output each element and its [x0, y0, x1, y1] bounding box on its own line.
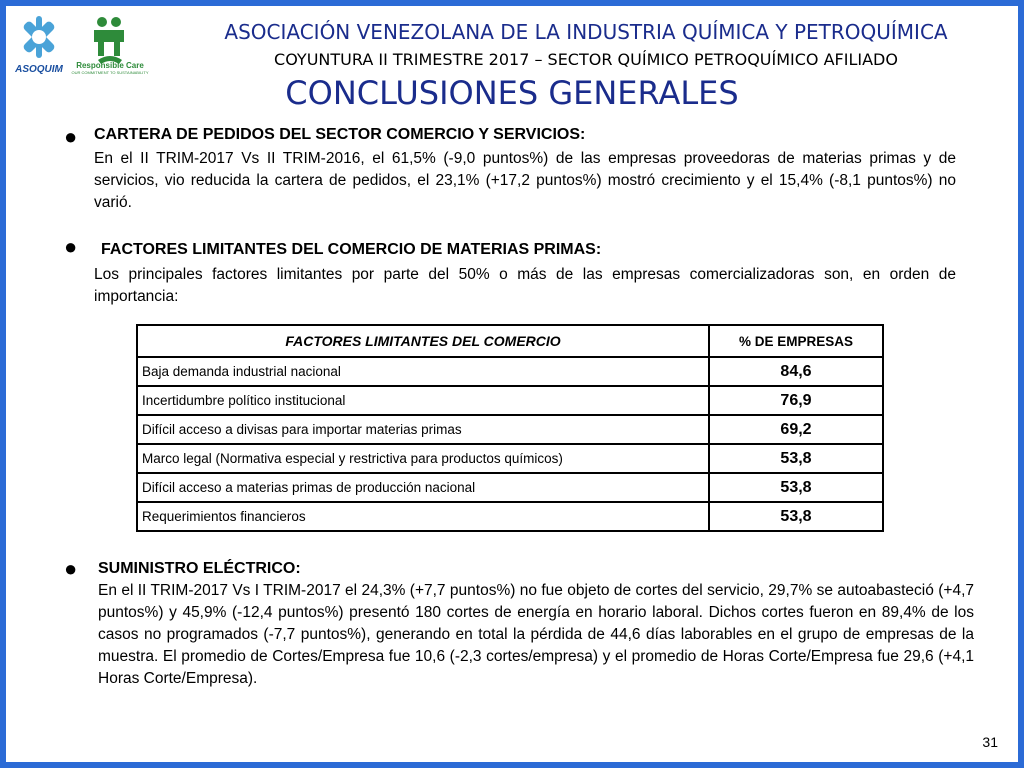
- percent-cell: 53,8: [709, 473, 883, 502]
- factor-cell: Difícil acceso a divisas para importar materias primas: [137, 415, 709, 444]
- svg-text:OUR COMMITMENT TO SUSTAINABILI: OUR COMMITMENT TO SUSTAINABILITY: [71, 70, 149, 75]
- table-header-percent: % DE EMPRESAS: [709, 325, 883, 357]
- percent-cell: 84,6: [709, 357, 883, 386]
- organization-name: ASOCIACIÓN VENEZOLANA DE LA INDUSTRIA QUÍMICA Y PETROQUÍMICA: [224, 20, 948, 44]
- bullet-icon: ●: [64, 556, 78, 581]
- section-heading-cartera: CARTERA DE PEDIDOS DEL SECTOR COMERCIO Y SERVICIOS:: [94, 126, 586, 143]
- table-row: [137, 415, 883, 444]
- factor-cell: Marco legal (Normativa especial y restrictiva para productos químicos): [137, 444, 709, 473]
- table-row: [137, 444, 883, 473]
- asoquim-logo: [12, 14, 66, 76]
- svg-text:ASOQUIM: ASOQUIM: [15, 64, 63, 75]
- percent-cell: 53,8: [709, 502, 883, 531]
- factor-cell: Difícil acceso a materias primas de producción nacional: [137, 473, 709, 502]
- report-subtitle: COYUNTURA II TRIMESTRE 2017 – SECTOR QUÍMICO PETROQUÍMICO AFILIADO: [274, 50, 898, 69]
- page-number: 31: [982, 734, 998, 750]
- factor-cell: Requerimientos financieros: [137, 502, 709, 531]
- bullet-icon: ●: [64, 124, 78, 149]
- bullet-icon: ●: [64, 234, 78, 259]
- section-text-cartera: En el II TRIM-2017 Vs II TRIM-2016, el 61,5% (-9,0 puntos%) de las empresas proveedoras de materias primas y de servicios, vio reducida la cartera de pedidos, el 23,1% (+17,2 puntos%) mostró crecimiento y el 15,4% (-8,1 puntos%) no varió.: [94, 150, 956, 211]
- table-row: [137, 473, 883, 502]
- factors-table: [136, 324, 884, 532]
- table-header-row: [137, 325, 883, 357]
- table-header-factor: FACTORES LIMITANTES DEL COMERCIO: [137, 325, 709, 357]
- table-row: [137, 502, 883, 531]
- factor-cell: Incertidumbre político institucional: [137, 386, 709, 415]
- responsible-care-logo: [68, 14, 152, 76]
- factor-cell: Baja demanda industrial nacional: [137, 357, 709, 386]
- svg-text:Responsible Care: Responsible Care: [76, 61, 144, 70]
- section-text-suministro: En el II TRIM-2017 Vs I TRIM-2017 el 24,3% (+7,7 puntos%) no fue objeto de cortes del servicio, 29,7% se autoabasteció (+4,7 puntos%) y 45,9% (-12,4 puntos%) presentó 180 cortes de energía en horario laboral. Dichos cortes fueron en 89,4% de los casos no programados (-7,7 puntos%), generando en total la pérdida de 44,6 días laborables en el grupo de empresas de la muestra. El promedio de Cortes/Empresa fue 10,6 (-2,3 cortes/empresa) y el promedio de Horas Corte/Empresa fue 29,6 (+4,1 Horas Corte/Empresa).: [98, 582, 974, 687]
- section-heading-factores: FACTORES LIMITANTES DEL COMERCIO DE MATERIAS PRIMAS:: [101, 241, 602, 258]
- table-row: [137, 386, 883, 415]
- percent-cell: 69,2: [709, 415, 883, 444]
- percent-cell: 53,8: [709, 444, 883, 473]
- section-heading-suministro: SUMINISTRO ELÉCTRICO:: [98, 560, 301, 577]
- table-row: [137, 357, 883, 386]
- section-text-factores: Los principales factores limitantes por parte del 50% o más de las empresas comercializadoras son, en orden de importancia:: [94, 266, 956, 305]
- percent-cell: 76,9: [709, 386, 883, 415]
- page-title: CONCLUSIONES GENERALES: [285, 74, 739, 112]
